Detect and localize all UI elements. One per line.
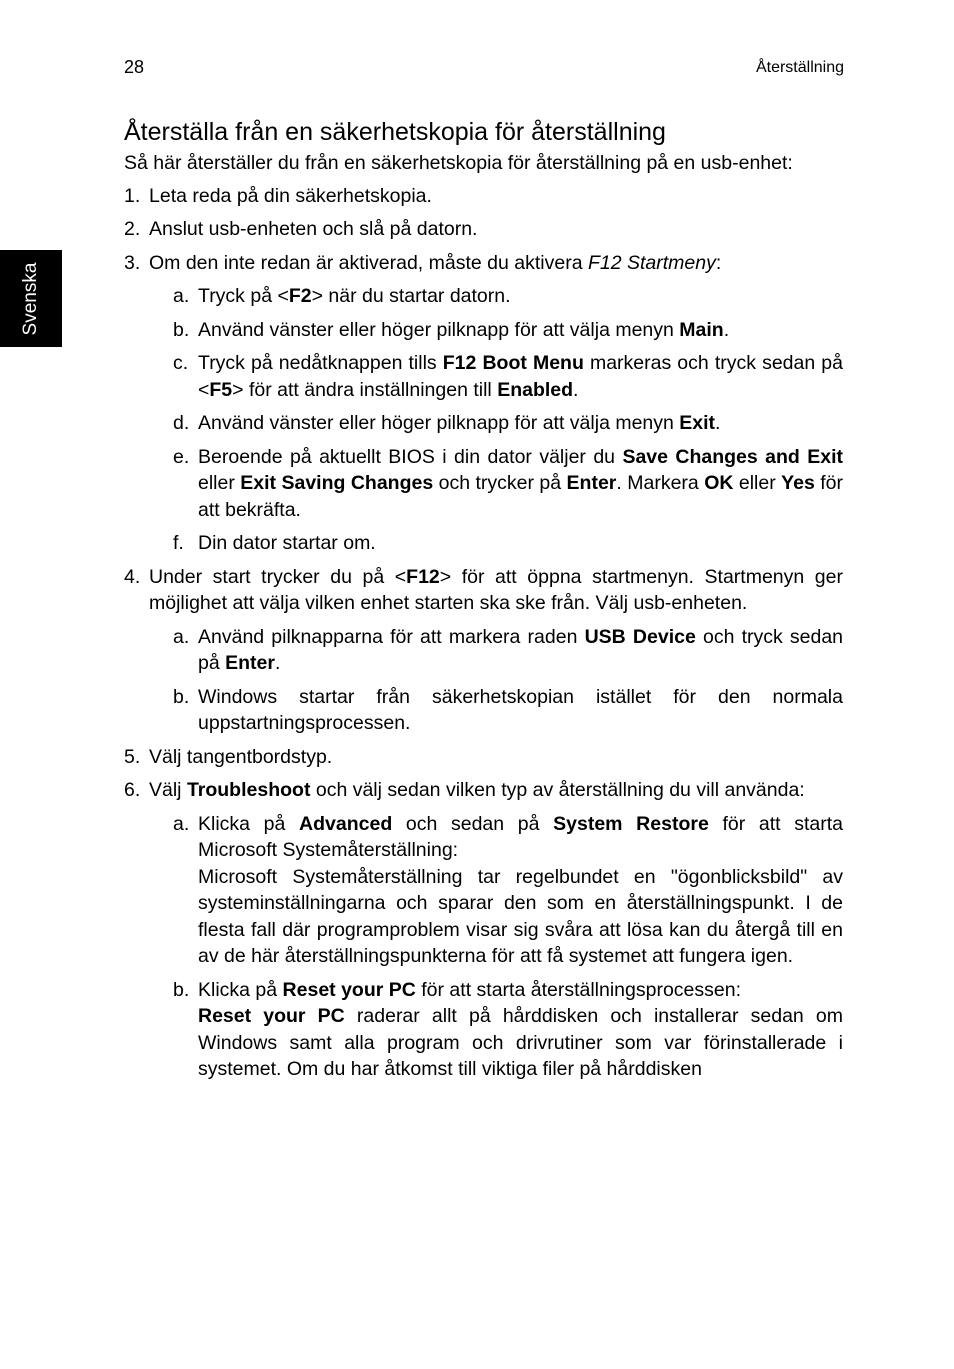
substep-text: Tryck på < bbox=[198, 285, 289, 307]
page-number: 28 bbox=[124, 57, 145, 77]
substep-text: markeras och tryck sedan på < bbox=[198, 352, 843, 401]
substep-text: för att starta Microsoft Systemåterställning: bbox=[198, 812, 843, 861]
menu-name: Main bbox=[679, 318, 724, 341]
substep-text: Tryck på nedåtknappen tills bbox=[198, 352, 443, 374]
step-text: Under start trycker du på < bbox=[149, 565, 407, 588]
substep-text: > när du startar datorn. bbox=[311, 285, 511, 307]
substep-text: . bbox=[723, 318, 730, 341]
substep-3e bbox=[173, 444, 843, 524]
step-text: Om den inte redan är aktiverad, måste du aktivera bbox=[149, 251, 588, 274]
menu-name: Exit bbox=[679, 412, 716, 434]
step-marker: 5. bbox=[124, 745, 141, 768]
step-marker: 4. bbox=[124, 565, 141, 588]
running-header: Återställning bbox=[755, 59, 844, 76]
option-name: Exit Saving Changes bbox=[240, 472, 434, 494]
substep-6b bbox=[173, 977, 843, 1083]
substep-6a bbox=[173, 811, 843, 970]
substep-marker: b. bbox=[173, 318, 190, 341]
substep-marker: f. bbox=[173, 532, 184, 554]
option-name: Reset your PC bbox=[282, 978, 416, 1001]
substep-marker: a. bbox=[173, 285, 190, 307]
step-marker: 3. bbox=[124, 251, 141, 274]
option-name: Troubleshoot bbox=[186, 779, 311, 801]
substep-text: för att starta återställningsprocessen: bbox=[415, 978, 742, 1001]
language-tab bbox=[0, 250, 62, 347]
step-marker: 6. bbox=[124, 779, 141, 801]
key-name: F5 bbox=[209, 378, 233, 401]
substep-3c bbox=[173, 350, 843, 403]
substep-note bbox=[198, 1003, 843, 1083]
substep-text: . bbox=[573, 378, 579, 401]
substep-4a bbox=[173, 624, 843, 677]
key-name: Enter bbox=[566, 472, 617, 494]
substep-note-text: raderar allt på hårddisken och installerar sedan om Windows samt alla program och drivrutiner som var förinstallerade i systemet. Om du har åtkomst till viktiga filer på hårddisken bbox=[198, 1005, 844, 1080]
section-heading: Återställa från en säkerhetskopia för återställning bbox=[124, 118, 666, 146]
substep-text: och trycker på bbox=[433, 472, 567, 494]
key-name: Enter bbox=[225, 652, 275, 674]
substep-text: Windows startar från säkerhetskopian istället för den normala uppstartningsprocessen. bbox=[198, 685, 843, 734]
substeps-list bbox=[149, 624, 843, 737]
option-name: System Restore bbox=[553, 812, 709, 835]
substep-marker: b. bbox=[173, 685, 190, 708]
step-text: Leta reda på din säkerhetskopia. bbox=[149, 184, 432, 207]
step-5 bbox=[124, 744, 843, 771]
step-marker: 1. bbox=[124, 184, 141, 207]
step-1 bbox=[124, 183, 843, 210]
step-text: Anslut usb-enheten och slå på datorn. bbox=[149, 218, 478, 240]
substeps-list bbox=[149, 811, 843, 1083]
step-text: Välj tangentbordstyp. bbox=[149, 745, 333, 768]
substep-marker: e. bbox=[173, 445, 190, 468]
substep-marker: d. bbox=[173, 412, 190, 434]
substep-text: eller bbox=[198, 472, 241, 494]
substep-text: Din dator startar om. bbox=[198, 532, 376, 554]
substep-note: Microsoft Systemåterställning tar regelbundet en "ögonblicksbild" av systeminställningarna och sparar den som en återställningspunkt. I de flesta fall där programproblem visar sig svåra att lösa kan du återgå till en av de här återställningspunkterna för att få systemet att fungera igen. bbox=[198, 865, 843, 967]
substep-text: . bbox=[274, 652, 281, 674]
key-name: F12 bbox=[406, 565, 440, 588]
page-content bbox=[124, 114, 843, 1090]
step-text: och välj sedan vilken typ av återställning du vill använda: bbox=[310, 779, 805, 801]
step-3 bbox=[124, 250, 843, 557]
substep-text: Använd pilknapparna för att markera raden bbox=[198, 625, 585, 648]
step-2 bbox=[124, 216, 843, 243]
substep-4b bbox=[173, 684, 843, 737]
step-text: > för att öppna startmenyn. Startmenyn ger möjlighet att välja vilken enhet starten ska ske från. Välj usb-enheten. bbox=[149, 565, 843, 614]
option-name: Advanced bbox=[299, 812, 393, 835]
substep-marker: a. bbox=[173, 625, 190, 648]
step-italic: F12 Startmeny bbox=[587, 251, 716, 274]
option-name: OK bbox=[704, 472, 734, 494]
substep-3f bbox=[173, 530, 843, 557]
language-tab-label: Svenska bbox=[20, 262, 41, 335]
setting-value: Enabled bbox=[497, 378, 574, 401]
substep-3d bbox=[173, 410, 843, 437]
intro-paragraph: Så här återställer du från en säkerhetskopia för återställning på en usb-enhet: bbox=[124, 152, 793, 174]
key-name: F2 bbox=[288, 285, 312, 307]
option-name: Save Changes and Exit bbox=[622, 445, 843, 468]
step-text: : bbox=[715, 251, 722, 274]
step-marker: 2. bbox=[124, 218, 141, 240]
option-name: Reset your PC bbox=[198, 1005, 345, 1027]
substep-text: och tryck sedan på bbox=[198, 625, 844, 674]
substep-3b bbox=[173, 317, 843, 344]
substep-text: . Markera bbox=[616, 472, 705, 494]
menu-name: F12 Boot Menu bbox=[442, 352, 584, 374]
step-text: Välj bbox=[149, 779, 187, 801]
step-6 bbox=[124, 777, 843, 1083]
substep-text: Klicka på bbox=[198, 978, 283, 1001]
steps-list bbox=[124, 183, 843, 1083]
substep-text: Använd vänster eller höger pilknapp för att välja menyn bbox=[198, 412, 680, 434]
option-name: USB Device bbox=[584, 625, 696, 648]
substep-text: > för att ändra inställningen till bbox=[232, 378, 498, 401]
substep-3a bbox=[173, 283, 843, 310]
substeps-list bbox=[149, 283, 843, 557]
option-name: Yes bbox=[781, 472, 815, 494]
substep-text: eller bbox=[733, 472, 782, 494]
substep-marker: a. bbox=[173, 812, 190, 835]
substep-text: för att bekräfta. bbox=[198, 472, 843, 521]
step-4 bbox=[124, 564, 843, 737]
substep-marker: b. bbox=[173, 978, 190, 1001]
substep-text: Klicka på bbox=[198, 812, 300, 835]
substep-text: . bbox=[715, 412, 721, 434]
substep-text: Använd vänster eller höger pilknapp för att välja menyn bbox=[198, 318, 680, 341]
substep-text: och sedan på bbox=[392, 812, 554, 835]
substep-marker: c. bbox=[173, 352, 189, 374]
substep-text: Beroende på aktuellt BIOS i din dator väljer du bbox=[198, 445, 623, 468]
